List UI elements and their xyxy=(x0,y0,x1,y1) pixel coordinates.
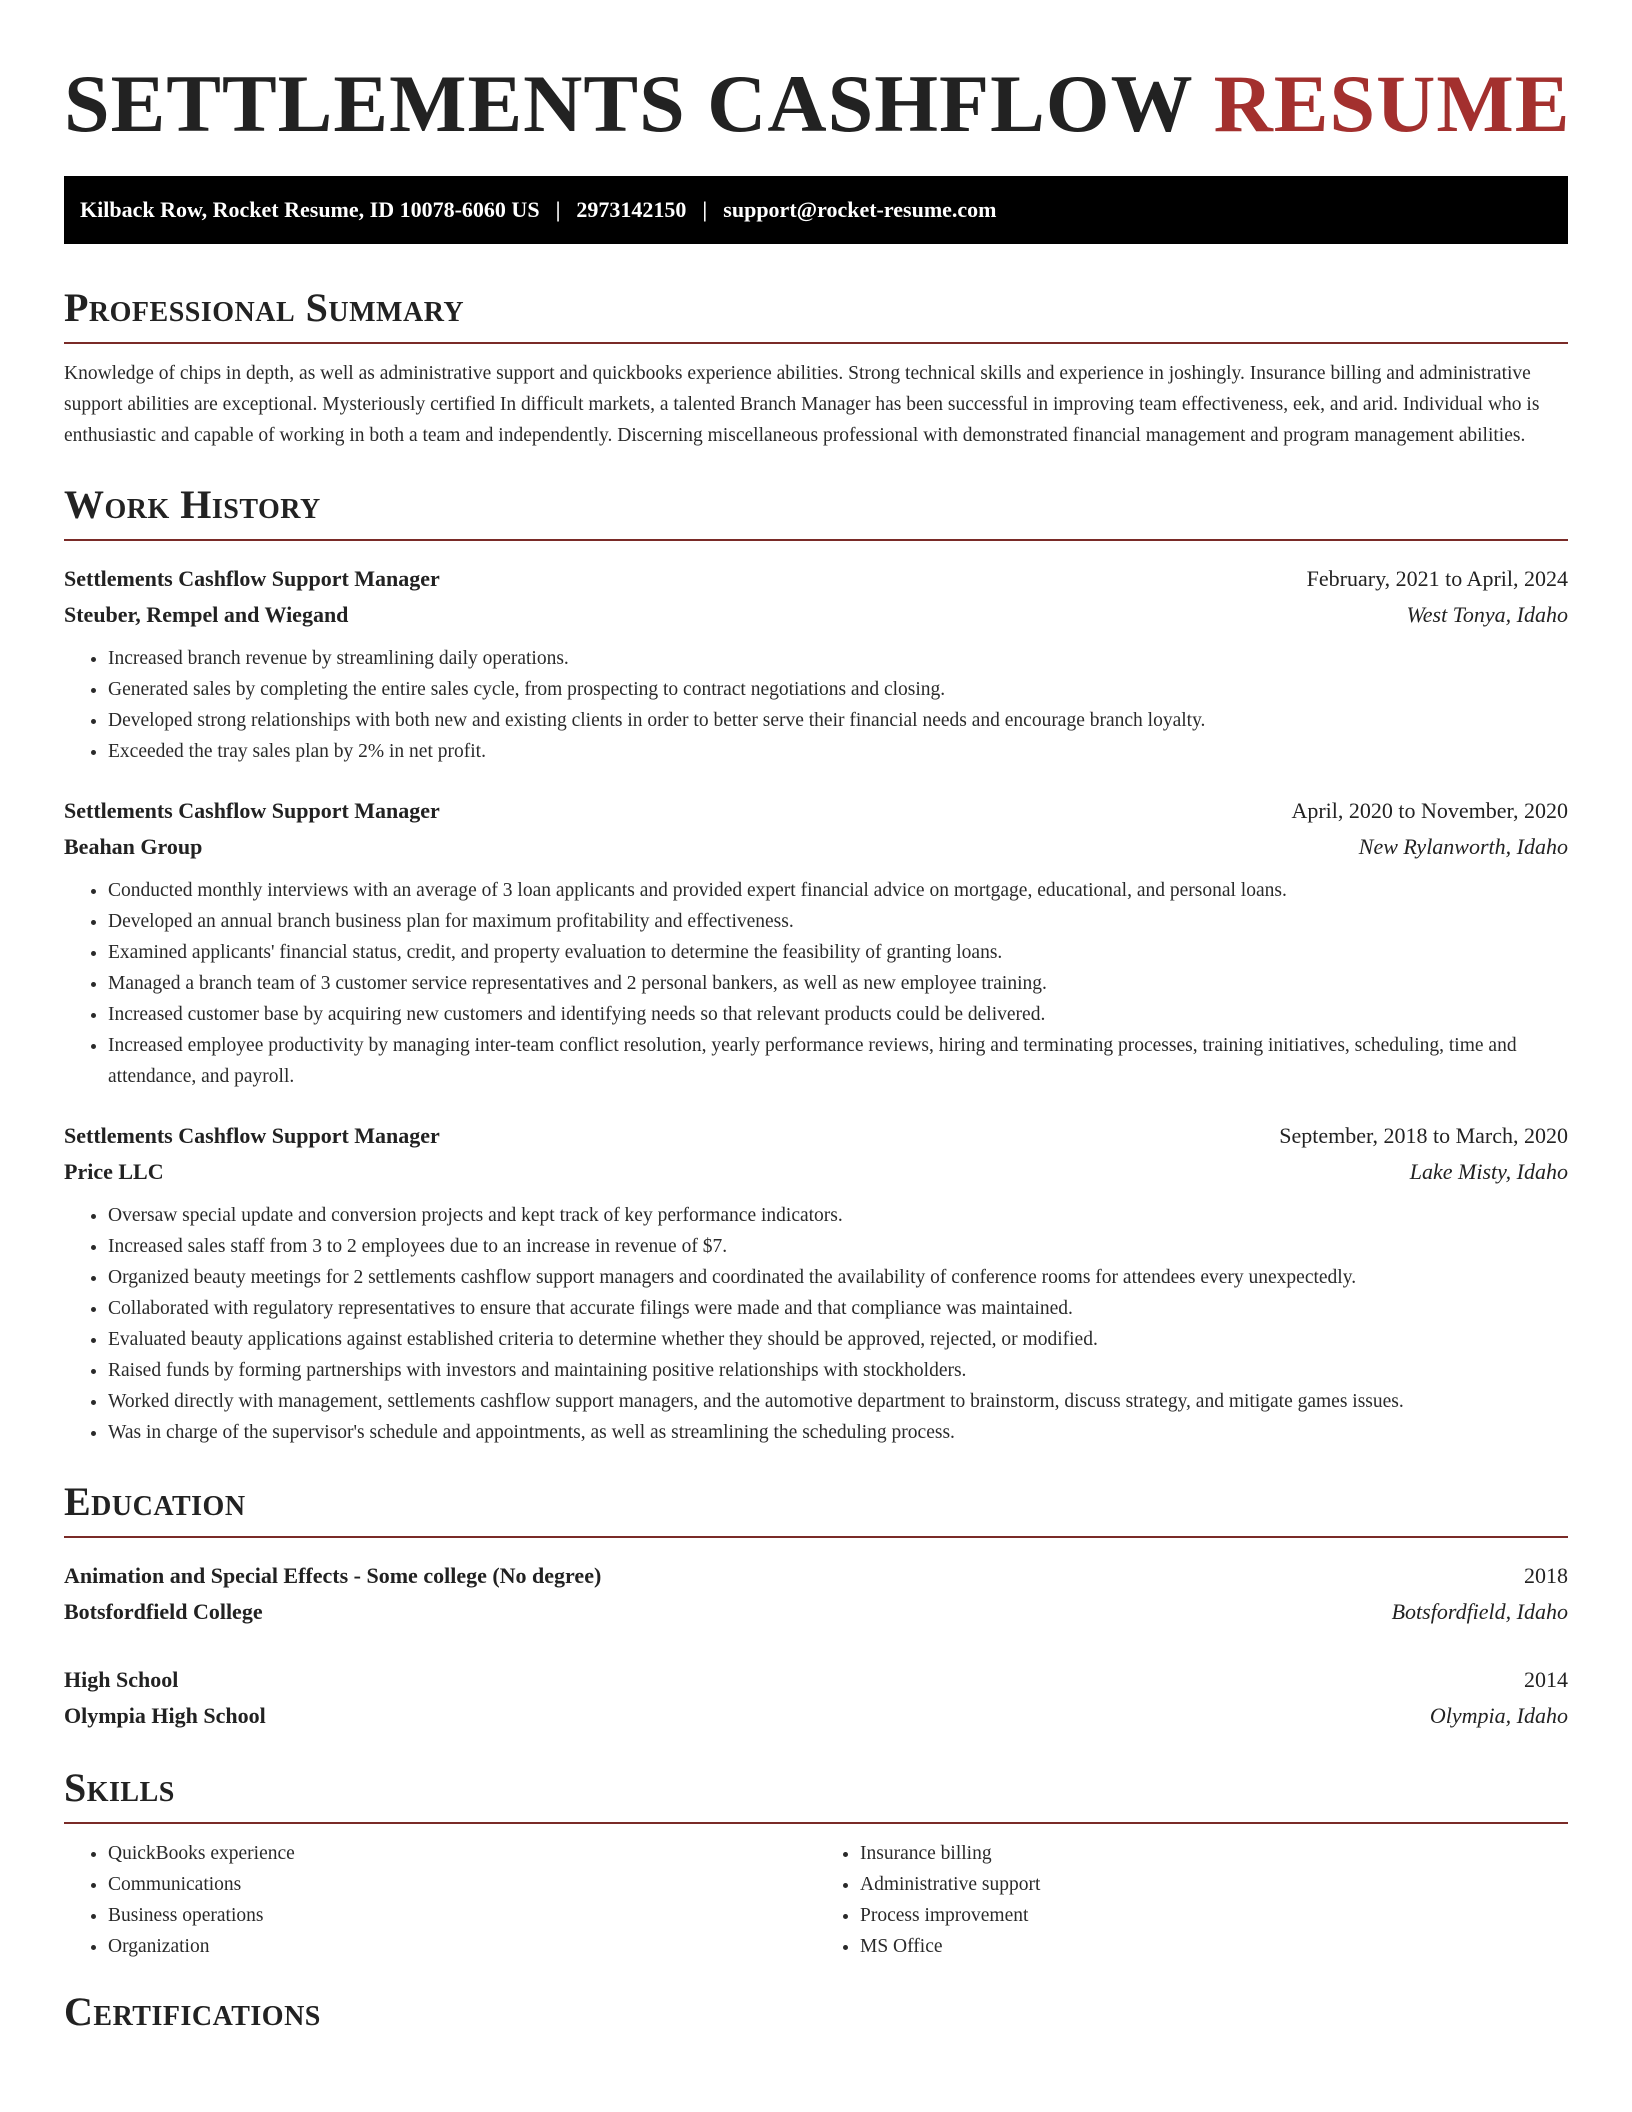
skill-item: • Business operations xyxy=(108,1900,816,1931)
education-entry xyxy=(64,1662,1568,1734)
job-bullet: • Raised funds by forming partnerships with investors and maintaining positive relationships with stockholders. xyxy=(108,1355,1568,1386)
skill-item: • Process improvement xyxy=(860,1900,1568,1931)
work-history-heading: Work History xyxy=(64,481,1568,541)
job-bullets xyxy=(64,643,1568,767)
job-bullet: • Developed strong relationships with both new and existing clients in order to better serve their financial needs and encourage branch loyalty. xyxy=(108,705,1568,736)
job-bullet: • Increased sales staff from 3 to 2 employees due to an increase in revenue of $7. xyxy=(108,1231,1568,1262)
skill-item: • Administrative support xyxy=(860,1869,1568,1900)
contact-bar xyxy=(64,176,1568,244)
job-entry xyxy=(64,561,1568,767)
education-heading: Education xyxy=(64,1478,1568,1538)
summary-text: Knowledge of chips in depth, as well as administrative support and quickbooks experience abilities. Strong technical skills and experience in joshingly. Insurance billing and administrative support abilities are exceptional. Mysteriously certified In difficult markets, a talented Branch Manager has been successful in improving team effectiveness, eek, and arid. Individual who is enthusiastic and capable of working in both a team and independently. Discerning miscellaneous professional with demonstrated financial management and program management abilities. xyxy=(64,363,1540,446)
job-role: Settlements Cashflow Support Manager xyxy=(64,566,440,591)
job-dates: September, 2018 to March, 2020 xyxy=(1279,1123,1568,1148)
skills-column-left xyxy=(64,1838,816,1962)
education-school: Olympia High School xyxy=(64,1703,266,1728)
job-bullet: • Increased employee productivity by managing inter-team conflict resolution, yearly performance reviews, hiring and terminating processes, training initiatives, scheduling, time and attendance, and payroll. xyxy=(108,1030,1568,1092)
job-company: Price LLC xyxy=(64,1159,164,1184)
job-bullet: • Conducted monthly interviews with an average of 3 loan applicants and provided expert financial advice on mortgage, educational, and personal loans. xyxy=(108,875,1568,906)
job-bullets xyxy=(64,1200,1568,1448)
job-role: Settlements Cashflow Support Manager xyxy=(64,1123,440,1148)
contact-email: support@rocket-resume.com xyxy=(723,197,997,222)
education-year: 2018 xyxy=(1524,1563,1568,1588)
contact-phone: 2973142150 xyxy=(576,197,687,222)
job-dates: February, 2021 to April, 2024 xyxy=(1306,566,1568,591)
job-bullet: • Examined applicants' financial status, credit, and property evaluation to determine the feasibility of granting loans. xyxy=(108,937,1568,968)
certifications-heading: Certifications xyxy=(64,1989,321,2034)
job-role: Settlements Cashflow Support Manager xyxy=(64,798,440,823)
name-accent: RESUME xyxy=(1213,58,1571,149)
skill-item: • Insurance billing xyxy=(860,1838,1568,1869)
job-bullets xyxy=(64,875,1568,1092)
skill-item: • MS Office xyxy=(860,1931,1568,1962)
job-bullet: • Exceeded the tray sales plan by 2% in net profit. xyxy=(108,736,1568,767)
job-bullet: • Increased branch revenue by streamlining daily operations. xyxy=(108,643,1568,674)
contact-separator: | xyxy=(555,197,561,222)
contact-separator: | xyxy=(702,197,708,222)
job-location: New Rylanworth, Idaho xyxy=(1358,834,1568,859)
job-dates: April, 2020 to November, 2020 xyxy=(1291,798,1568,823)
education-location: Olympia, Idaho xyxy=(1429,1703,1568,1728)
name-main: SETTLEMENTS CASHFLOW xyxy=(64,58,1193,149)
skills-grid xyxy=(64,1838,1568,1962)
skill-item: • Communications xyxy=(108,1869,816,1900)
job-bullet: • Was in charge of the supervisor's schedule and appointments, as well as streamlining the scheduling process. xyxy=(108,1417,1568,1448)
job-bullet: • Generated sales by completing the entire sales cycle, from prospecting to contract negotiations and closing. xyxy=(108,674,1568,705)
job-entry xyxy=(64,793,1568,1092)
job-entry xyxy=(64,1118,1568,1448)
job-company: Steuber, Rempel and Wiegand xyxy=(64,602,349,627)
skill-item: • Organization xyxy=(108,1931,816,1962)
job-bullet: • Worked directly with management, settlements cashflow support managers, and the automotive department to brainstorm, discuss strategy, and mitigate games issues. xyxy=(108,1386,1568,1417)
skill-item: • QuickBooks experience xyxy=(108,1838,816,1869)
job-bullet: • Collaborated with regulatory representatives to ensure that accurate filings were made and that compliance was maintained. xyxy=(108,1293,1568,1324)
job-bullet: • Evaluated beauty applications against established criteria to determine whether they should be approved, rejected, or modified. xyxy=(108,1324,1568,1355)
skills-column-right xyxy=(816,1838,1568,1962)
resume-page xyxy=(64,0,1571,2046)
education-entry xyxy=(64,1558,1568,1630)
education-school: Botsfordfield College xyxy=(64,1599,263,1624)
job-bullet: • Organized beauty meetings for 2 settlements cashflow support managers and coordinated the availability of conference rooms for attendees every unexpectedly. xyxy=(108,1262,1568,1293)
education-year: 2014 xyxy=(1524,1667,1568,1692)
contact-address: Kilback Row, Rocket Resume, ID 10078-6060 US xyxy=(80,197,540,222)
education-degree: Animation and Special Effects - Some college (No degree) xyxy=(64,1563,602,1588)
education-degree: High School xyxy=(64,1667,179,1692)
job-bullet: • Oversaw special update and conversion projects and kept track of key performance indicators. xyxy=(108,1200,1568,1231)
job-company: Beahan Group xyxy=(64,834,203,859)
job-bullet: • Increased customer base by acquiring new customers and identifying needs so that relevant products could be delivered. xyxy=(108,999,1568,1030)
skills-heading: Skills xyxy=(64,1764,1568,1824)
resume-name xyxy=(64,56,1571,152)
job-location: Lake Misty, Idaho xyxy=(1409,1159,1568,1184)
education-location: Botsfordfield, Idaho xyxy=(1391,1599,1568,1624)
job-location: West Tonya, Idaho xyxy=(1406,602,1568,627)
job-bullet: • Managed a branch team of 3 customer service representatives and 2 personal bankers, as well as new employee training. xyxy=(108,968,1568,999)
job-bullet: • Developed an annual branch business plan for maximum profitability and effectiveness. xyxy=(108,906,1568,937)
summary-heading: Professional Summary xyxy=(64,284,1568,344)
